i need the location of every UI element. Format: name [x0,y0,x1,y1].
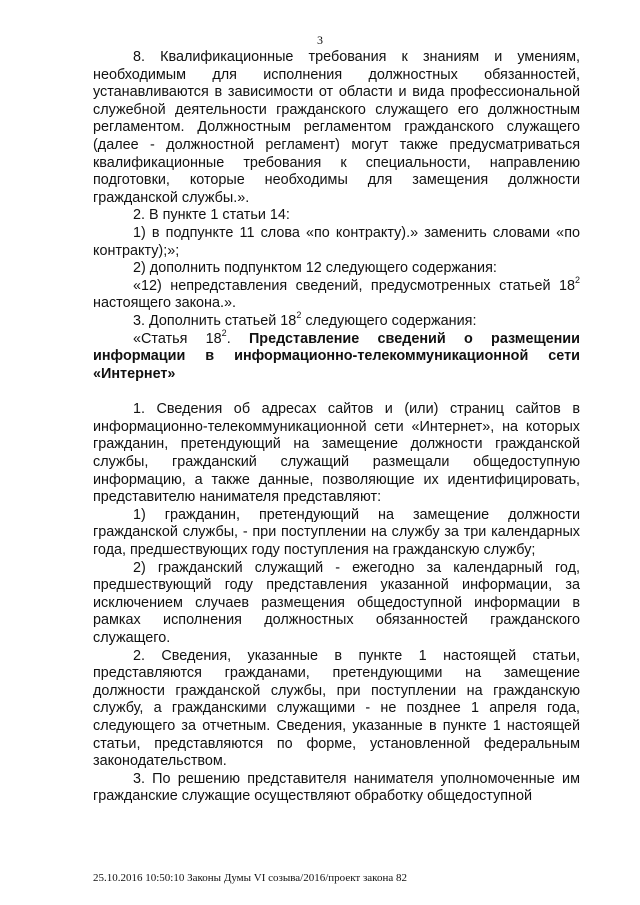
paragraph-clause-1: 1. Сведения об адресах сайтов и (или) страниц сайтов в информационно-телекоммуникационной сети «Интернет», на которых гражданин, претендующий на замещение должности гражданской службы, гражданский служащий размещали общедоступную информацию, а также данные, позволяющие их идентифицировать, представителю нанимателя представляют: [93,401,580,506]
paragraph-add-subitem-12: 2) дополнить подпунктом 12 следующего содержания: [133,260,497,277]
subitem-12-text-end: настоящего закона.». [93,295,236,312]
article-heading [93,327,580,384]
paragraph-article-14: 2. В пункте 1 статьи 14: [133,207,290,224]
page-number: 3 [317,33,323,47]
document-body [93,49,580,806]
paragraph-clause-1-item-1: 1) гражданин, претендующий на замещение должности гражданской службы, - при поступлении на службу за три календарных года, предшествующих году поступления на гражданскую службу; [93,506,580,559]
paragraph-clause-3: 3. По решению представителя нанимателя уполномоченные им гражданские служащие осуществляют обработку общедоступной [93,770,580,805]
paragraph-clause-2: 2. Сведения, указанные в пункте 1 настоящей статьи, представляются гражданами, претендующими на замещение должности гражданской службы, при поступлении на гражданскую службу, а гражданскими служащими - не позднее 1 апреля года, следующего за отчетным. Сведения, указанные в пункте 1 настоящей статьи, представляются по форме, установленной федеральным законодательством. [93,647,580,770]
paragraph-add-article [93,310,580,331]
paragraph-subitem-11: 1) в подпункте 11 слова «по контракту).» заменить словами «по контракту);»; [93,224,580,259]
document-footer: 25.10.2016 10:50:10 Законы Думы VI созыва/2016/проект закона 82 [93,872,407,884]
superscript-2: 2 [296,310,302,321]
superscript-2: 2 [221,327,227,338]
paragraph-subitem-12-text [93,274,580,313]
paragraph-qualification-requirements: 8. Квалификационные требования к знаниям и умениям, необходимым для исполнения должностных обязанностей, устанавливаются в зависимости от области и вида профессиональной служебной деятельности гражданского служащего его должностным регламентом. Должностным регламентом гражданского служащего (далее - должностной регламент) могут также предусматриваться квалификационные требования к специальности, направлению подготовки, которые необходимы для замещения должности гражданской службы.». [93,49,580,206]
paragraph-clause-1-item-2: 2) гражданский служащий - ежегодно за календарный год, предшествующий году представления указанной информации, за исключением случаев размещения общедоступной информации в рамках исполнения должностных обязанностей гражданского служащего. [93,559,580,646]
superscript-2: 2 [574,274,580,285]
add-article-text-start: 3. Дополнить статьей 18 [133,312,297,329]
add-article-text-end: следующего содержания: [301,312,477,329]
article-title: Представление сведений о размещении информации в информационно-телекоммуникационной сети «Интернет» [93,330,580,382]
article-number-separator: . [226,330,249,347]
article-number-label: «Статья 18 [133,330,222,347]
subitem-12-text-start: «12) непредставления сведений, предусмотренных статьей 18 [133,277,575,294]
